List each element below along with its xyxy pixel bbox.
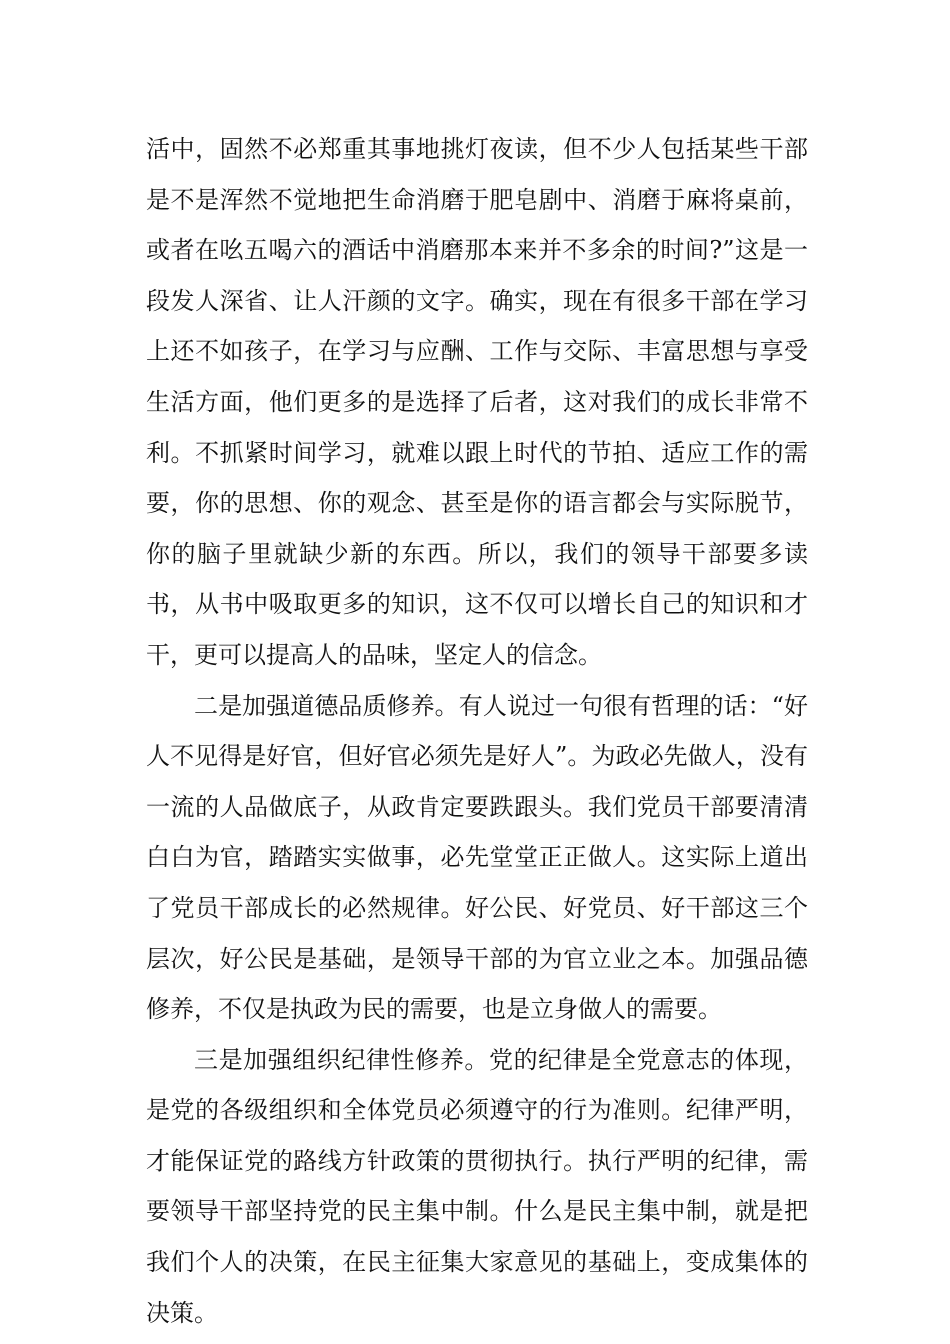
paragraph-continuation: 活中，固然不必郑重其事地挑灯夜读，但不少人包括某些干部是不是浑然不觉地把生命消磨于肥皂剧中、消磨于麻将桌前，或者在吆五喝六的酒话中消磨那本来并不多余的时间?”这是一段发人深省、让人汗颜的文字。确实，现在有很多干部在学习上还不如孩子，在学习与应酬、工作与交际、丰富思想与享受生活方面，他们更多的是选择了后者，这对我们的成长非常不利。不抓紧时间学习，就难以跟上时代的节拍、适应工作的需要，你的思想、你的观念、甚至是你的语言都会与实际脱节，你的脑子里就缺少新的东西。所以，我们的领导干部要多读书，从书中吸取更多的知识，这不仅可以增长自己的知识和才干，更可以提高人的品味，坚定人的信念。 [146, 135, 808, 669]
paragraph-moral-cultivation: 二是加强道德品质修养。有人说过一句很有哲理的话：“好人不见得是好官，但好官必须先是好人”。为政必先做人，没有一流的人品做底子，从政肯定要跌跟头。我们党员干部要清清白白为官，踏踏实实做事，必先堂堂正正做人。这实际上道出了党员干部成长的必然规律。好公民、好党员、好干部这三个层次，好公民是基础，是领导干部的为官立业之本。加强品德修养，不仅是执政为民的需要，也是立身做人的需要。 [146, 691, 808, 1024]
body-text [146, 124, 808, 1338]
paragraph-discipline-cultivation: 三是加强组织纪律性修养。党的纪律是全党意志的体现，是党的各级组织和全体党员必须遵守的行为准则。纪律严明，才能保证党的路线方针政策的贯彻执行。执行严明的纪律，需要领导干部坚持党的民主集中制。什么是民主集中制，就是把我们个人的决策，在民主征集大家意见的基础上，变成集体的决策。 [146, 1045, 808, 1327]
